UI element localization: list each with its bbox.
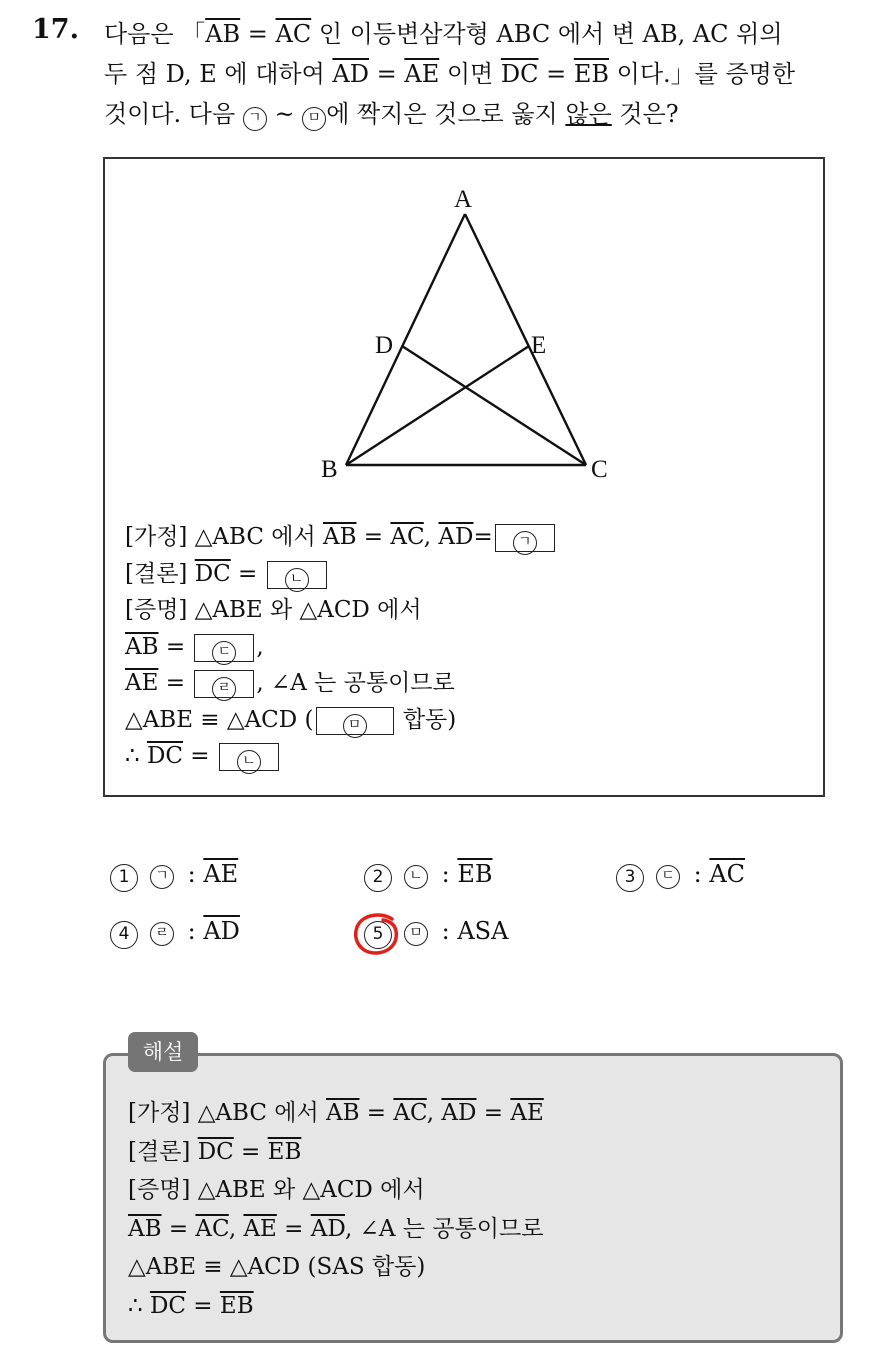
blank-box-b (267, 561, 327, 589)
segment-ad: $\overline{AD}$ (438, 524, 474, 550)
question-text (104, 14, 869, 134)
segment-dc: $\overline{DC}$ (197, 1138, 234, 1165)
choice-answer: $\overline{EB}$ (457, 860, 493, 888)
equals-sign: = (233, 1138, 268, 1165)
circled-digeut-icon: ㄷ (212, 641, 236, 665)
circled-mieum-icon: ㅁ (302, 107, 326, 131)
choice-number-icon: 4 (110, 921, 138, 949)
answer-mark-circle (352, 911, 404, 959)
circled-giyeok-icon: ㄱ (150, 865, 174, 889)
blank-box-a (495, 524, 555, 552)
expl-text-seg: , ∠A 는 공통이므로 (344, 1215, 544, 1242)
equals-sign: = (158, 670, 193, 696)
colon: : (180, 860, 204, 888)
equals-sign: = (359, 1100, 394, 1126)
proof-conclusion (125, 556, 557, 593)
q-text-seg: 것은? (611, 100, 679, 128)
tilde: ~ (266, 100, 303, 128)
segment-ae: $\overline{AE}$ (125, 670, 159, 696)
circled-mieum-icon: ㅁ (343, 714, 367, 738)
segment-dc: $\overline{DC}$ (149, 1292, 186, 1319)
choice-1[interactable] (110, 860, 238, 892)
therefore-sign: ∴ (128, 1292, 150, 1319)
segment-eb: $\overline{EB}$ (573, 60, 610, 88)
expl-proof-start: [증명] △ABE 와 △ACD 에서 (128, 1177, 425, 1203)
segment-ad: $\overline{AD}$ (332, 60, 369, 88)
choice-number-icon: 1 (110, 864, 138, 892)
segment-ab: $\overline{AB}$ (325, 1100, 360, 1126)
segment-ac: $\overline{AC}$ (275, 20, 312, 48)
circled-digeut-icon: ㄷ (656, 865, 680, 889)
proof-therefore (125, 738, 557, 775)
proof-step-1 (125, 629, 557, 666)
proof-text-seg: , ∠A 는 공통이므로 (256, 670, 455, 696)
q-text-seg: 이다.」를 증명한 (609, 60, 796, 88)
vertex-label-b: B (321, 456, 338, 483)
segment-ab: $\overline{AB}$ (205, 20, 241, 48)
question-line-3 (104, 94, 869, 134)
segment-ad: $\overline{AD}$ (310, 1215, 345, 1242)
segment-dc: $\overline{DC}$ (194, 560, 231, 587)
segment-ae: $\overline{AE}$ (510, 1100, 544, 1126)
circled-nieun-icon: ㄴ (237, 750, 261, 774)
expl-text-seg: [가정] △ABC 에서 (128, 1100, 326, 1126)
equals-sign: = (356, 524, 391, 550)
proof-start: [증명] △ABE 와 △ACD 에서 (125, 597, 422, 623)
colon: : (434, 917, 458, 945)
choice-number-icon: 5 (364, 921, 392, 949)
equals-sign: = (183, 743, 217, 769)
colon: : (434, 860, 458, 888)
segment-ab: $\overline{AB}$ (128, 1215, 162, 1242)
choice-number-icon: 3 (616, 864, 644, 892)
expl-therefore (128, 1287, 544, 1326)
expl-proof-step (128, 1210, 544, 1249)
side-ac (465, 214, 586, 465)
segment-ac: $\overline{AC}$ (390, 524, 424, 550)
choice-answer: $\overline{AD}$ (203, 917, 240, 945)
q-text-seg: 인 이등변삼각형 ABC 에서 변 AB, AC 위의 (311, 20, 783, 48)
proof-text-seg: [가정] △ABC 에서 (125, 524, 323, 550)
point-label-e: E (531, 332, 547, 359)
equals-sign: = (186, 1292, 220, 1319)
circled-nieun-icon: ㄴ (285, 568, 309, 592)
q-text-seg: 에 짝지은 것으로 옳지 (326, 100, 566, 128)
proof-step-3 (125, 702, 557, 739)
segment-dc: $\overline{DC}$ (500, 60, 539, 88)
blank-box-d (194, 670, 254, 698)
blank-box-c (194, 634, 254, 662)
equals-sign: = (276, 1215, 311, 1242)
circled-nieun-icon: ㄴ (404, 865, 428, 889)
choice-number-icon: 2 (364, 864, 392, 892)
segment-ab: $\overline{AB}$ (125, 633, 159, 660)
blank-box-e (316, 707, 394, 735)
q-text-seg: 다음은 「 (104, 20, 206, 48)
equals-sign: = (473, 524, 493, 550)
underlined-word: 않은 (565, 100, 612, 128)
circled-rieul-icon: ㄹ (150, 922, 174, 946)
q-text-seg: 두 점 D, E 에 대하여 (104, 60, 333, 88)
triangle-figure (105, 159, 825, 499)
segment-ac: $\overline{AC}$ (393, 1100, 427, 1126)
comma: , (426, 1100, 442, 1126)
equals-sign: = (161, 1215, 196, 1242)
proof-text-seg: △ABE ≡ △ACD ( (125, 706, 314, 733)
circled-rieul-icon: ㄹ (212, 677, 236, 701)
equals-sign: = (158, 633, 193, 660)
choice-answer: $\overline{AE}$ (203, 860, 239, 888)
choice-2[interactable] (364, 860, 493, 892)
comma: , (256, 633, 264, 660)
vertex-label-c: C (591, 456, 608, 483)
segment-ac: $\overline{AC}$ (195, 1215, 229, 1242)
segment-ab: $\overline{AB}$ (322, 524, 357, 550)
explanation-text (128, 1094, 544, 1325)
question-line-1 (104, 14, 869, 54)
expl-congruence: △ABE ≡ △ACD (SAS 합동) (128, 1254, 426, 1280)
vertex-label-a: A (454, 186, 473, 213)
proof-box (103, 157, 825, 797)
question-number: 17. (32, 14, 79, 45)
comma: , (228, 1215, 244, 1242)
colon: : (180, 917, 204, 945)
proof-hypothesis (125, 519, 557, 556)
point-label-d: D (375, 332, 394, 359)
question-line-2 (104, 54, 869, 94)
explanation-tag: 해설 (128, 1032, 198, 1072)
segment-eb: $\overline{EB}$ (267, 1138, 302, 1165)
proof-text-seg: [결론] (125, 560, 195, 587)
comma: , (423, 524, 439, 550)
equals-sign: = (240, 20, 276, 48)
segment-dc: $\overline{DC}$ (146, 743, 183, 769)
proof-text (125, 519, 557, 775)
proof-step-2 (125, 665, 557, 702)
expl-conclusion (128, 1133, 544, 1172)
proof-text-seg: 합동) (395, 706, 457, 733)
colon: : (686, 860, 710, 888)
choice-answer: ASA (457, 917, 509, 945)
segment-ae: $\overline{AE}$ (243, 1215, 277, 1242)
equals-sign: = (369, 60, 405, 88)
q-text-seg: 이면 (439, 60, 501, 88)
segment-ad: $\overline{AD}$ (441, 1100, 477, 1126)
choice-answer: $\overline{AC}$ (709, 860, 746, 888)
equals-sign: = (476, 1100, 511, 1126)
circled-giyeok-icon: ㄱ (243, 107, 267, 131)
equals-sign: = (538, 60, 574, 88)
segment-ae: $\overline{AE}$ (404, 60, 440, 88)
explanation-box (103, 1053, 843, 1343)
choice-4[interactable] (110, 917, 240, 949)
blank-box-f (219, 743, 279, 771)
circled-giyeok-icon: ㄱ (513, 531, 537, 555)
therefore-sign: ∴ (125, 743, 147, 769)
equals-sign: = (230, 560, 265, 587)
choice-3[interactable] (616, 860, 745, 892)
segment-eb: $\overline{EB}$ (219, 1292, 254, 1319)
expl-hypothesis (128, 1094, 544, 1133)
circled-mieum-icon: ㅁ (404, 922, 428, 946)
q-text-seg: 것이다. 다음 (104, 100, 243, 128)
expl-text-seg: [결론] (128, 1138, 198, 1165)
